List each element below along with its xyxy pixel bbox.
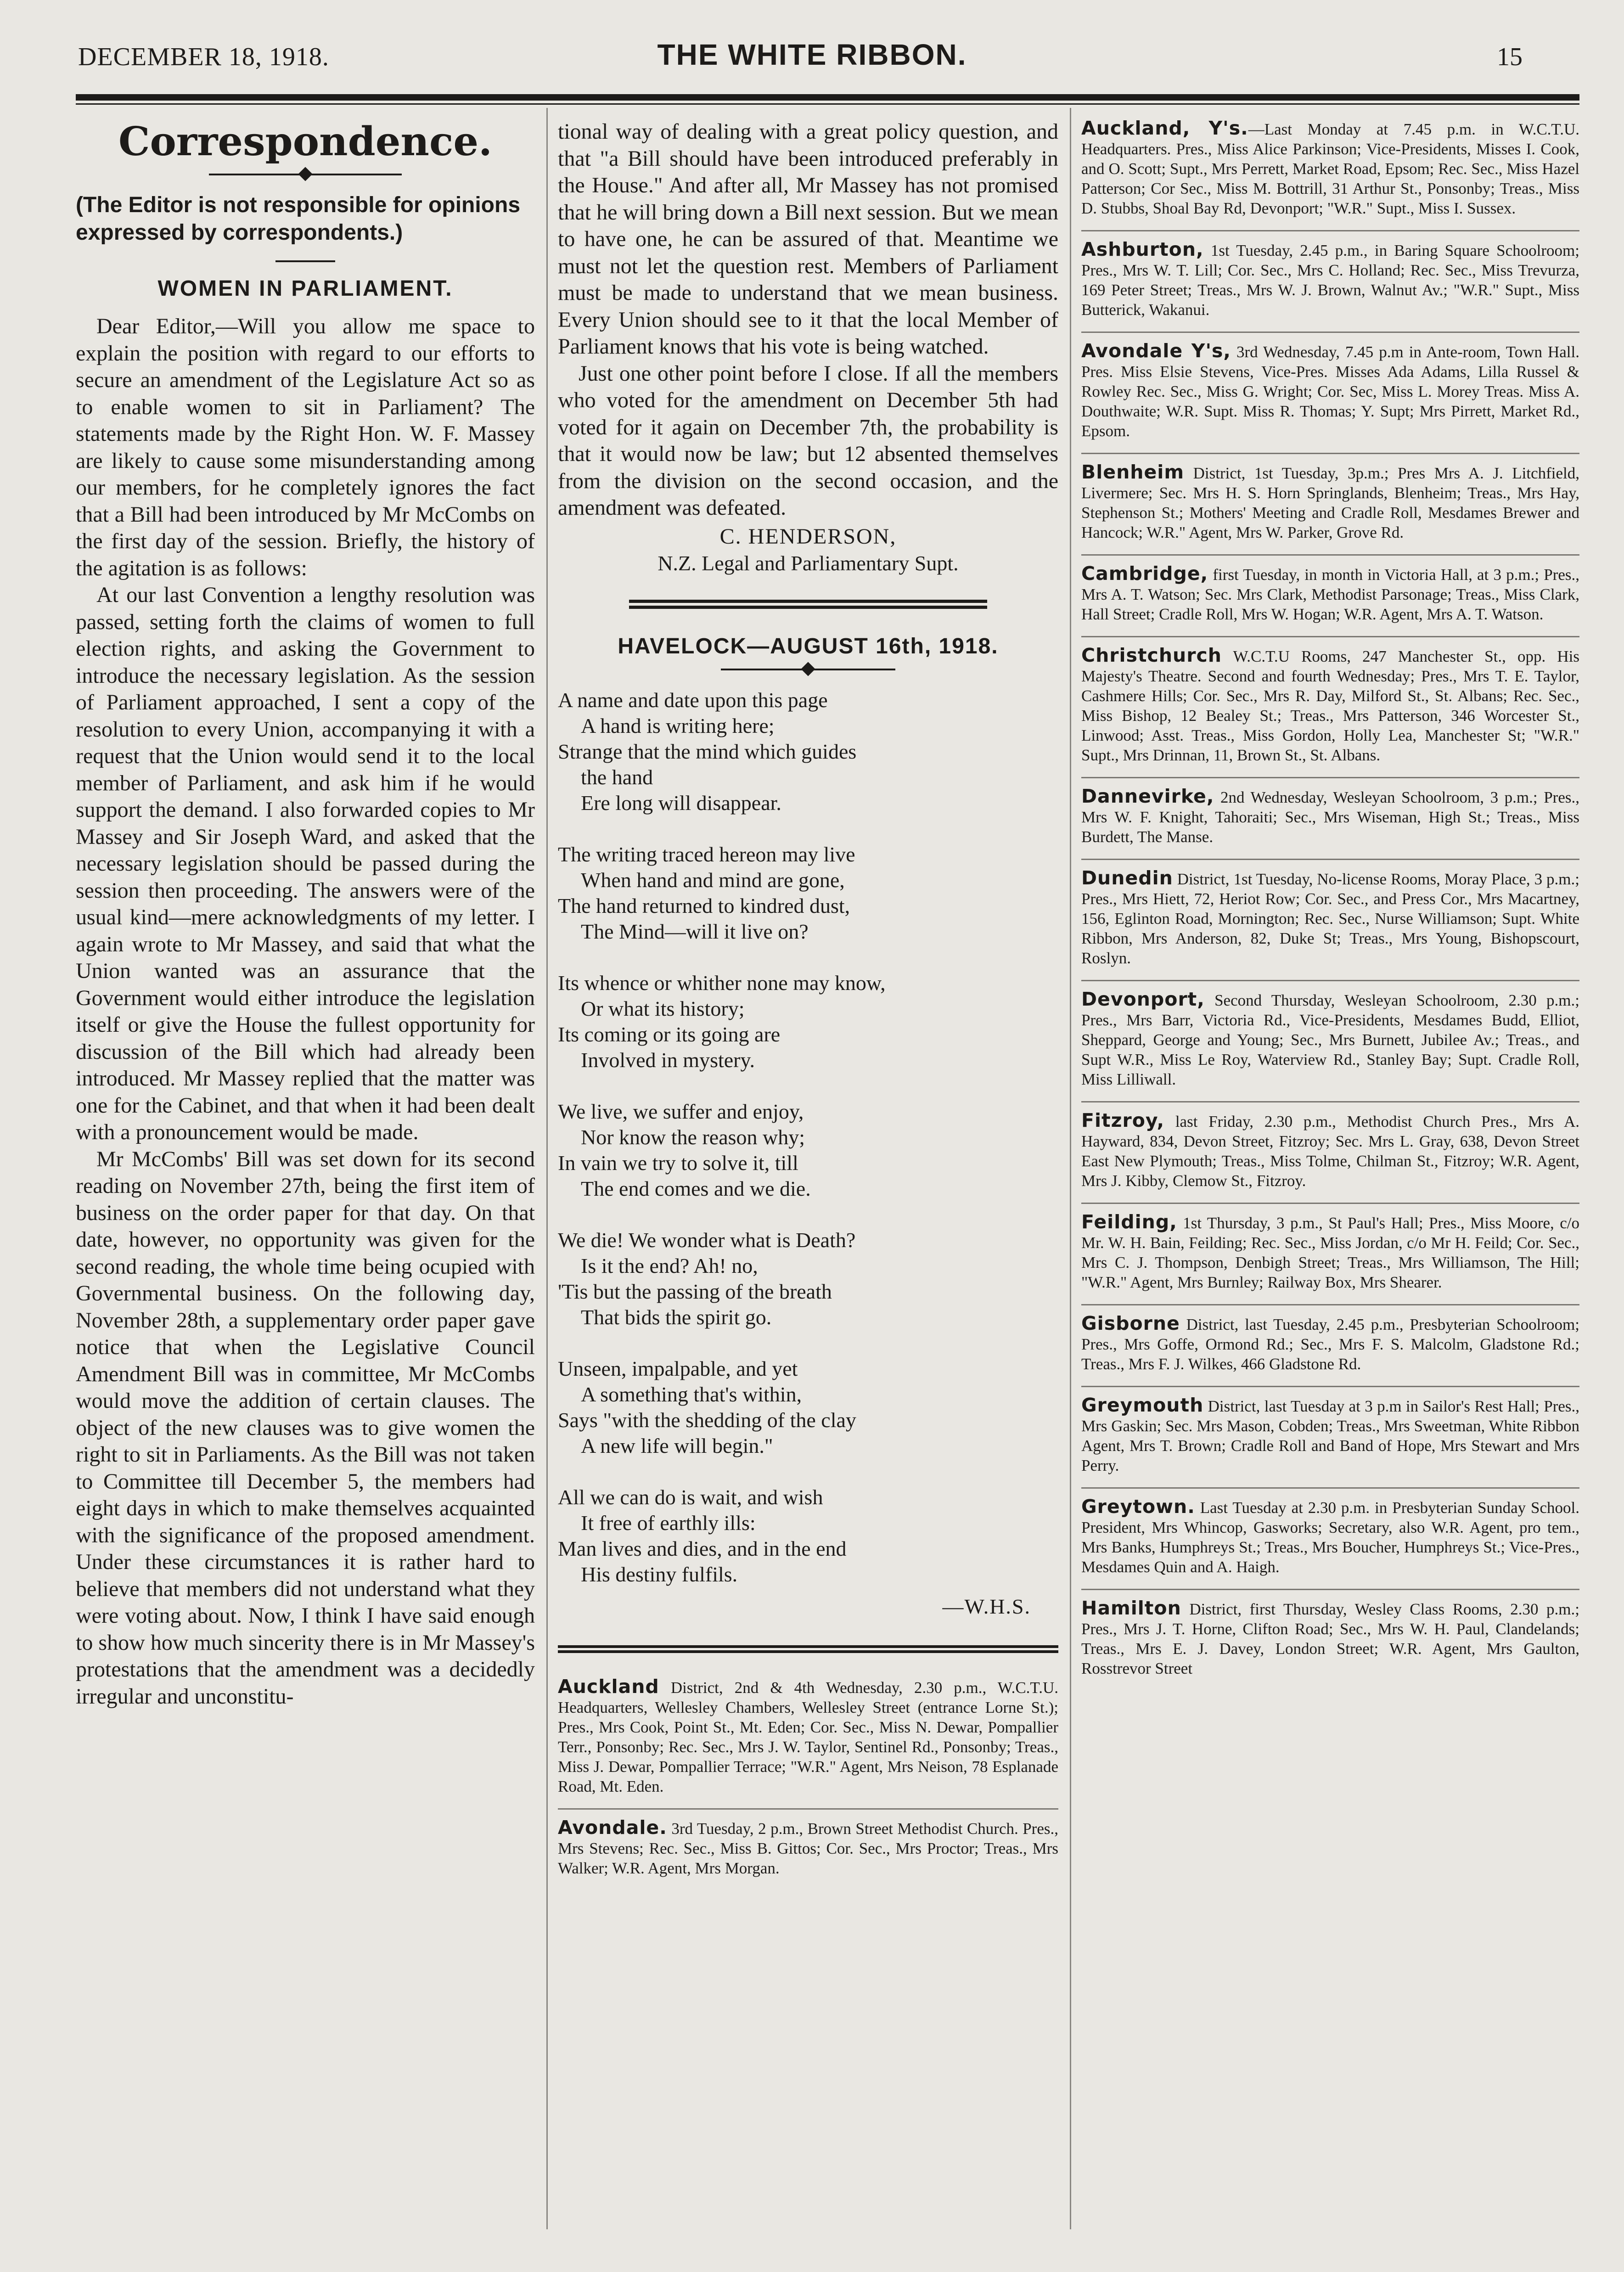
issue-date: DECEMBER 18, 1918.	[78, 43, 329, 71]
entry-text: Last Tuesday at 2.30 p.m. in Presbyterian Sunday School. President, Mrs Whincop, Gasworks; Secretary, also W.R. Agent, pro tem., Mrs Banks, Humphreys St.; Treas., Mrs Boucher, Humphreys St.; Vice-Pres., Mesdames Quin and A. Haigh.	[1081, 1499, 1579, 1576]
entry-divider	[1081, 1386, 1579, 1387]
entry-divider	[1081, 453, 1579, 454]
poem-line: Is it the end? Ah! no,	[581, 1254, 758, 1277]
entry-text: last Friday, 2.30 p.m., Methodist Church Pres., Mrs A. Hayward, 834, Devon Street, Fitzroy; Sec. Mrs L. Gray, 638, Devon Street East New Plymouth; Treas., Miss Tolme, Chilman St., Fitzroy; W.R. Agent, Mrs J. Kibby, Clemow St., Fitzroy.	[1081, 1113, 1579, 1190]
entry-divider	[1081, 980, 1579, 981]
column-3	[1081, 118, 1579, 2231]
entry-divider	[1081, 1203, 1579, 1204]
poem-line: Or what its history;	[581, 996, 745, 1020]
entry-text: 3rd Wednesday, 7.45 p.m in Ante-room, Town Hall. Pres. Miss Elsie Stevens, Vice-Pres. Misses Ada Adams, Lilla Russel & Rowley Rec. Sec., Miss G. Wright; Cor. Sec, Miss L. Morey Treas. Miss A. Douthwaite; W.R. Supt. Miss R. Thomas; Y. Supt; Mrs Pirrett, Market Rd., Epsom.	[1081, 343, 1579, 440]
poem-line: The writing traced hereon may live	[558, 842, 855, 866]
entry-text: 1st Thursday, 3 p.m., St Paul's Hall; Pres., Miss Moore, c/o Mr. W. H. Bain, Feilding; Rec. Sec., Miss Jordan, c/o Mr H. Feild; Cor. Sec., Mrs C. J. Thompson, Denbigh Street; Treas., Mrs Williamson, The Hill; "W.R." Agent, Mrs Burnley; Railway Box, Mrs Shearer.	[1081, 1214, 1579, 1291]
poem-line: It free of earthly ills:	[581, 1511, 756, 1535]
entry-text: Second Thursday, Wesleyan Schoolroom, 2.30 p.m.; Pres., Mrs Barr, Victoria Rd., Vice-Presidents, Mesdames Budd, Elliot, Sheppard, George and Young; Sec., Mrs Burnett, Jubilee Av.; Treas., and Supt W.R., Miss Le Roy, Waterview Rd., Stanley Bay; Supt. Cradle Roll, Miss Lilliwall.	[1081, 991, 1579, 1088]
entry-divider	[1081, 332, 1579, 333]
entry-text: W.C.T.U Rooms, 247 Manchester St., opp. His Majesty's Theatre. Second and fourth Wednesday; Pres., Mrs T. E. Taylor, Cashmere Hills; Cor. Sec., Mrs R. Day, Milford St., St. Albans; Rec. Sec., Miss Bishop, 12 Bealey St.; Treas., Mrs Patterson, 346 Worcester St., Linwood; Asst. Treas., Miss Gordon, Holly Lea, Manchester St; "W.R." Supt., Mrs Drinnan, 11, Brown St., St. Albans.	[1081, 647, 1579, 764]
entry-text: first Tuesday, in month in Victoria Hall, at 3 p.m.; Pres., Mrs A. T. Watson; Sec. Mrs Clark, Methodist Parsonage; Treas., Miss Clark, Hall Street; Cradle Roll, Mrs W. Hogan; W.R. Agent, Mrs A. T. Watson.	[1081, 566, 1579, 623]
poem-line: Ere long will disappear.	[581, 791, 781, 815]
entry-name: Greytown.	[1081, 1496, 1195, 1518]
entry-name: Dannevirke,	[1081, 785, 1214, 807]
entry-text: District, last Tuesday, 2.45 p.m., Presbyterian Schoolroom; Pres., Mrs Goffe, Ormond Rd.; Sec., Mrs F. S. Malcolm, Gladstone Rd.; Treas., Mrs F. J. Wilkes, 466 Gladstone Rd.	[1081, 1316, 1579, 1373]
column-divider-2	[1070, 108, 1071, 2229]
poem-stanza	[558, 970, 1058, 1073]
entry-name: Hamilton	[1081, 1597, 1181, 1619]
entry-divider	[1081, 230, 1579, 231]
entry-text: District, 1st Tuesday, No-license Rooms, Moray Place, 3 p.m.; Pres., Mrs Hiett, 72, Heriot Row; Cor. Sec., and Press Cor., Mrs Macartney, 156, Eglinton Road, Mornington; Rec. Sec., Nurse Williamson; Supt. White Ribbon, Mrs Anderson, 82, Duke St; Treas., Mrs Young, Bishopscourt, Roslyn.	[1081, 870, 1579, 967]
entry-divider	[1081, 1589, 1579, 1590]
directory-entry	[1081, 234, 1579, 332]
column-1	[76, 118, 535, 2231]
double-rule	[629, 600, 987, 609]
entry-divider	[1081, 1101, 1579, 1102]
directory-entry	[1081, 1105, 1579, 1203]
header-rule-thick	[76, 94, 1579, 101]
entry-text: District, first Thursday, Wesley Class Rooms, 2.30 p.m.; Pres., Mrs J. T. Horne, Clifton Road; Sec., Mrs W. H. Paul, Clandelands; Treas., Mrs E. J. Davey, London Street; W.R. Agent, Mrs Gaulton, Rosstrevor Street	[1081, 1600, 1579, 1677]
poem-signature: —W.H.S.	[942, 1594, 1031, 1618]
poem-line: Says "with the shedding of the clay	[558, 1408, 856, 1432]
directory-entry	[1081, 1207, 1579, 1304]
poem-stanza	[558, 1485, 1058, 1587]
entry-text: District, 1st Tuesday, 3p.m.; Pres Mrs A. J. Litchfield, Livermere; Sec. Mrs H. S. Horn Springlands, Blenheim; Treas., Mrs Hay, Stephenson St.; Mothers' Meeting and Cradle Roll, Mesdames Brewer and Hancock; W.R." Agent, Mrs W. Parker, Grove Rd.	[1081, 464, 1579, 541]
directory-entry	[1081, 984, 1579, 1101]
poem-line: 'Tis but the passing of the breath	[558, 1279, 832, 1303]
poem-line: Its coming or its going are	[558, 1022, 781, 1046]
poem-line: The Mind—will it live on?	[581, 919, 809, 943]
poem-line: Nor know the reason why;	[581, 1125, 805, 1149]
entry-divider	[1081, 777, 1579, 778]
entry-name: Ashburton,	[1081, 238, 1204, 260]
entry-name: Avondale Y's,	[1081, 340, 1231, 362]
poem-line: His destiny fulfils.	[581, 1562, 738, 1586]
entry-name: Fitzroy,	[1081, 1109, 1165, 1131]
entry-text: District, 2nd & 4th Wednesday, 2.30 p.m., W.C.T.U. Headquarters, Wellesley Chambers, Wellesley Street (entrance Lorne St.); Pres., Mrs Cook, Point St., Mt. Eden; Cor. Sec., Miss N. Dewar, Pompallier Terr., Ponsonby; Rec. Sec., Mrs J. W. Taylor, Sentinel Rd., Ponsonby; Treas., Miss J. Dewar, Pompallier Terrace; "W.R." Agent, Mrs Neison, 78 Esplanade Road, Mt. Eden.	[558, 1678, 1058, 1795]
entry-name: Feilding,	[1081, 1211, 1177, 1233]
letter-heading: WOMEN IN PARLIAMENT.	[157, 276, 453, 301]
letter-paragraph: Mr McCombs' Bill was set down for its second reading on November 27th, being the first item of business on the order paper for that day. On that date, however, no opportunity was given for the second reading, the whole time being ocupied with Governmental business. On the following day, November 28th, a supplementary order paper gave notice that when the Legislative Council Amendment Bill was in committee, Mr McCombs would move the addition of certain clauses. The object of the new clauses was to give women the right to sit in Parliaments. As the Bill was not taken to Committee till December 5, the members had eight days in which to make themselves acquainted with the significance of the proposed amendment. Under these circumstances it is rather hard to believe that members did not understand what they were voting about. Now, I think I have said enough to show how much sincerity there is in Mr Massey's protestations that the amendment was a decidedly irregular and unconstitu-	[76, 1147, 535, 1709]
directory-entry	[1081, 1308, 1579, 1386]
page-number: 15	[1497, 43, 1523, 71]
letter-paragraph: Dear Editor,—Will you allow me space to explain the position with regard to our efforts to secure an amendment of the Legislature Act so as to enable women to sit in Parliament? The statements made by the Right Hon. W. F. Massey are likely to cause some misunderstanding among our members, for he completely ignores the fact that a Bill had been introduced by Mr McCombs on the first day of the session. Briefly, the history of the agitation is as follows:	[76, 314, 535, 580]
poem-stanza	[558, 1356, 1058, 1459]
letter-continuation: tional way of dealing with a great policy question, and that "a Bill should have been introduced preferably in the House." And after all, Mr Massey has not promised that he will bring down a Bill next session. But we mean to have one, he can be assured of that. Meantime we must not let the question rest. Members of Parliament must be made to understand that we mean business. Every Union should see to it that the local Member of Parliament knows that his vote is being watched.	[558, 119, 1058, 359]
poem-line: the hand	[581, 765, 653, 789]
entry-divider	[1081, 859, 1579, 860]
poem-line: The hand returned to kindred dust,	[558, 894, 850, 917]
directory-entry	[1081, 1390, 1579, 1487]
correspondence-title: Correspondence.	[118, 118, 492, 165]
entry-name: Auckland, Y's.	[1081, 118, 1248, 139]
entry-divider	[1081, 554, 1579, 556]
entry-name: Cambridge,	[1081, 562, 1208, 585]
entry-text: 2nd Wednesday, Wesleyan Schoolroom, 3 p.m.; Pres., Mrs W. F. Knight, Tahoraiti; Sec., Mrs Wiseman, High St.; Treas., Miss Burdett, The Manse.	[1081, 788, 1579, 846]
entry-name: Avondale.	[558, 1816, 667, 1839]
entry-divider	[1081, 1304, 1579, 1305]
entry-divider	[1081, 636, 1579, 637]
poem-line: A hand is writing here;	[581, 714, 775, 737]
header-rule-thin	[76, 103, 1579, 105]
directory-entry	[1081, 457, 1579, 554]
poem-line: A name and date upon this page	[558, 688, 828, 712]
poem-stanza	[558, 842, 1058, 945]
entry-name: Gisborne	[1081, 1312, 1180, 1334]
column-2	[558, 118, 1058, 2231]
entry-name: Dunedin	[1081, 867, 1173, 889]
letter-signature-title: N.Z. Legal and Parliamentary Supt.	[657, 551, 959, 575]
entry-name: Christchurch	[1081, 644, 1222, 666]
entry-name: Devonport,	[1081, 988, 1205, 1010]
poem-line: When hand and mind are gone,	[581, 868, 845, 892]
poem-line: The end comes and we die.	[581, 1176, 811, 1200]
directory-entry	[1081, 336, 1579, 453]
poem-line: Man lives and dies, and in the end	[558, 1536, 847, 1560]
directory-entry	[558, 1671, 1058, 1808]
poem-stanza	[558, 1099, 1058, 1202]
editor-note: (The Editor is not responsible for opinions expressed by correspondents.)	[76, 193, 521, 245]
title-ornament	[76, 168, 535, 181]
directory-entry	[1081, 558, 1579, 636]
poem-ornament	[558, 663, 1058, 676]
column-divider-1	[546, 108, 548, 2229]
section-divider	[275, 260, 335, 262]
directory-entry	[1081, 1593, 1579, 1690]
directory-entry	[1081, 118, 1579, 230]
entry-name: Blenheim	[1081, 461, 1185, 483]
poem-line: We live, we suffer and enjoy,	[558, 1099, 804, 1123]
entry-text: 3rd Tuesday, 2 p.m., Brown Street Methodist Church. Pres., Mrs Stevens; Rec. Sec., Miss B. Gittos; Cor. Sec., Mrs Proctor; Treas., Mrs Walker; W.R. Agent, Mrs Morgan.	[558, 1819, 1058, 1877]
poem-line: Unseen, impalpable, and yet	[558, 1356, 798, 1380]
publication-title: THE WHITE RIBBON.	[657, 38, 967, 71]
poem-line: All we can do is wait, and wish	[558, 1485, 823, 1509]
poem-title: HAVELOCK—AUGUST 16th, 1918.	[618, 634, 999, 658]
letter-paragraph: At our last Convention a lengthy resolution was passed, setting forth the claims of women to full election rights, and asking the Government to introduce the necessary legislation. As the session of Parliament approached, I sent a copy of the resolution to every Union, accompanying it with a request that the Union would send it to the local member of Parliament, and ask him if he would support the demand. I also forwarded copies to Mr Massey and Sir Joseph Ward, and asked that the necessary legislation should be passed during the session then proceeding. The answers were of the usual kind—mere acknowledgments of my letter. I again wrote to Mr Massey, and said that what the Union wanted was an assurance that the Government would either introduce the legislation itself or give the House the fullest opportunity for discussion of the Bill which had already been introduced. Mr Massey replied that the matter was one for the Cabinet, and that when it had been dealt with a pronouncement would be made.	[76, 583, 535, 1144]
entry-text: 1st Tuesday, 2.45 p.m., in Baring Square Schoolroom; Pres., Mrs W. T. Lill; Cor. Sec., Mrs C. Holland; Rec. Sec., Miss Trevurza, 169 Peter Street; Treas., Mrs W. J. Brown, Walnut Av.; "W.R." Supt., Miss Butterick, Wakanui.	[1081, 242, 1579, 319]
entry-name: Greymouth	[1081, 1394, 1204, 1416]
directory-entry	[558, 1812, 1058, 1890]
directory-entry	[1081, 781, 1579, 859]
poem-line: A something that's within,	[581, 1382, 802, 1406]
directory-entry	[1081, 863, 1579, 980]
poem-line: A new life will begin."	[581, 1434, 773, 1457]
letter-signature: C. HENDERSON,	[719, 524, 897, 549]
entry-text: District, last Tuesday at 3 p.m in Sailor's Rest Hall; Pres., Mrs Gaskin; Sec. Mrs Mason, Cobden; Treas., Mrs Sweetman, White Ribbon Agent, Mrs T. Brown; Cradle Roll and Band of Hope, Mrs Stewart and Mrs Perry.	[1081, 1397, 1579, 1474]
entry-name: Auckland	[558, 1675, 659, 1698]
directory-rule	[558, 1645, 1058, 1653]
entry-text: —Last Monday at 7.45 p.m. in W.C.T.U. Headquarters. Pres., Miss Alice Parkinson; Vice-Presidents, Misses I. Cook, and O. Scott; Supt., Mrs Perrett, Market Road, Epsom; Rec. Sec., Miss Hazel Patterson; Cor Sec., Miss M. Bottrill, 31 Arthur St., Ponsonby; Treas., Miss D. Stubbs, Shoal Bay Rd, Devonport; "W.R." Supt., Miss I. Sussex.	[1081, 120, 1579, 217]
poem-line: In vain we try to solve it, till	[558, 1151, 798, 1175]
entry-divider	[1081, 1487, 1579, 1489]
directory-entry	[1081, 1491, 1579, 1589]
letter-continuation: Just one other point before I close. If all the members who voted for the amendment on December 5th had voted for it again on December 7th, the probability is that it would now be law; but 12 absented themselves from the division on the second occasion, and the amendment was defeated.	[558, 361, 1058, 520]
poem-line: Its whence or whither none may know,	[558, 971, 886, 995]
entry-divider	[558, 1808, 1058, 1810]
poem-body	[558, 687, 1058, 1620]
poem-line: That bids the spirit go.	[581, 1305, 772, 1329]
poem-line: Involved in mystery.	[581, 1048, 755, 1072]
directory-entry	[1081, 640, 1579, 777]
poem-line: Strange that the mind which guides	[558, 739, 857, 763]
poem-stanza	[558, 687, 1058, 816]
poem-stanza	[558, 1227, 1058, 1330]
poem-line: We die! We wonder what is Death?	[558, 1228, 856, 1252]
